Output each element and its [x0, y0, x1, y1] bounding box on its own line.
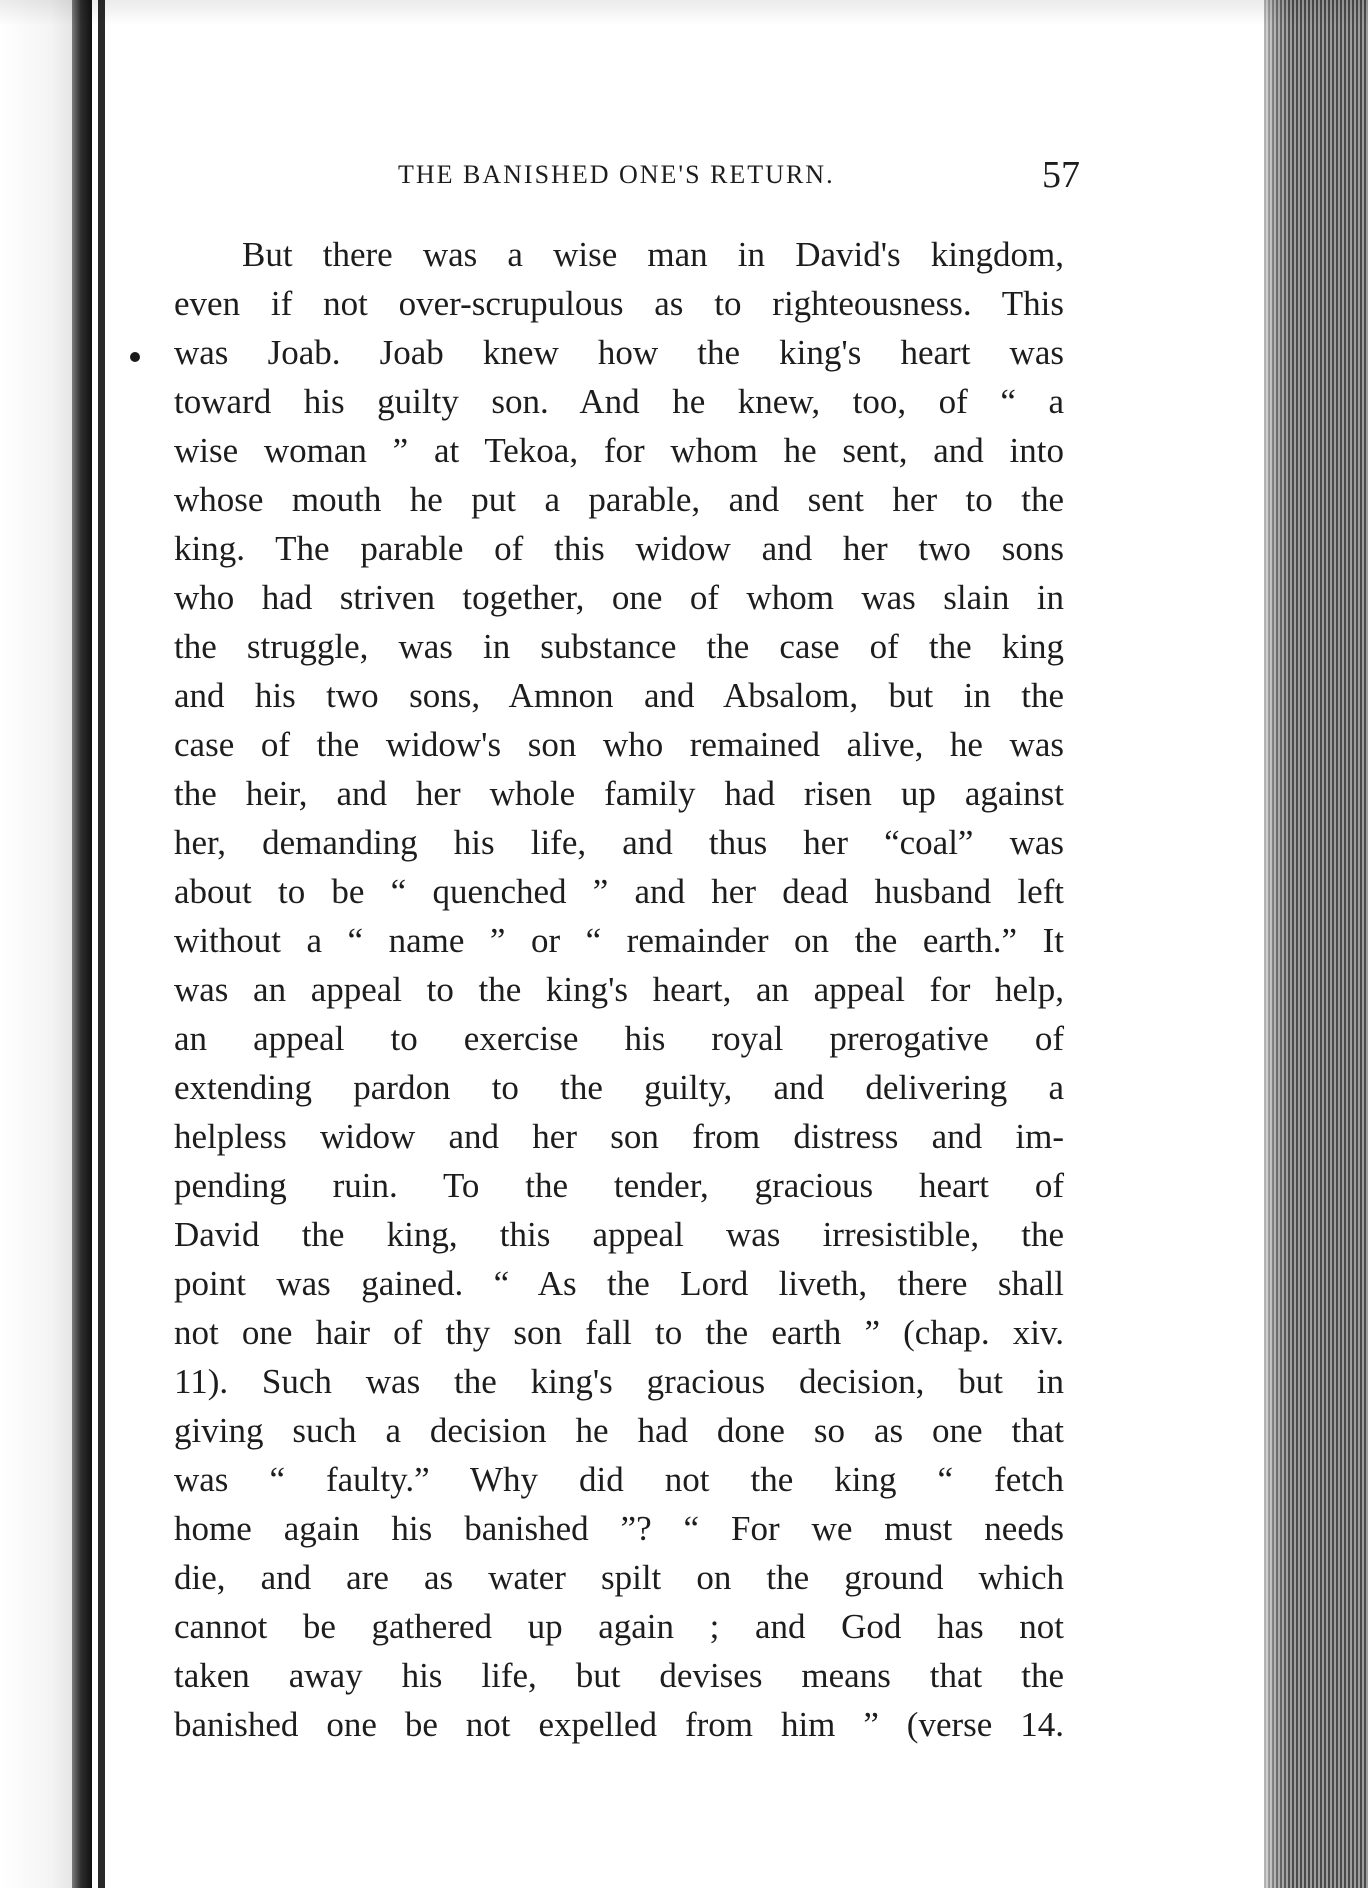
- text-line: king. The parable of this widow and her two sons: [174, 529, 1064, 568]
- text-line: toward his guilty son. And he knew, too, of “ a: [174, 382, 1064, 421]
- text-line: But there was a wise man in David's kingdom,: [242, 235, 1064, 274]
- text-line: even if not over-scrupulous as to righteousness. This: [174, 284, 1064, 323]
- page-edge-transition: [1252, 0, 1292, 1888]
- running-head: THE BANISHED ONE'S RETURN.: [398, 160, 835, 189]
- text-line: home again his banished ”? “ For we must needs: [174, 1509, 1064, 1548]
- text-line: was “ faulty.” Why did not the king “ fetch: [174, 1460, 1064, 1499]
- page-header: [398, 154, 1080, 212]
- text-line: David the king, this appeal was irresistible, the: [174, 1215, 1064, 1254]
- text-line: extending pardon to the guilty, and delivering a: [174, 1068, 1064, 1107]
- text-line: and his two sons, Amnon and Absalom, but in the: [174, 676, 1064, 715]
- text-line: die, and are as water spilt on the ground which: [174, 1558, 1064, 1597]
- text-line: pending ruin. To the tender, gracious heart of: [174, 1166, 1064, 1205]
- page-number: 57: [1042, 154, 1080, 196]
- text-line: banished one be not expelled from him ” (verse 14.: [174, 1705, 1064, 1744]
- text-line: was Joab. Joab knew how the king's heart was: [174, 333, 1064, 372]
- text-line: taken away his life, but devises means that the: [174, 1656, 1064, 1695]
- ink-speck: [130, 352, 140, 362]
- text-line: 11). Such was the king's gracious decision, but in: [174, 1362, 1064, 1401]
- text-line: helpless widow and her son from distress and im-: [174, 1117, 1064, 1156]
- text-line: an appeal to exercise his royal prerogative of: [174, 1019, 1064, 1058]
- text-line: the struggle, was in substance the case of the king: [174, 627, 1064, 666]
- text-line: her, demanding his life, and thus her “coal” was: [174, 823, 1064, 862]
- text-line: about to be “ quenched ” and her dead husband left: [174, 872, 1064, 911]
- text-line: without a “ name ” or “ remainder on the earth.” It: [174, 921, 1064, 960]
- book-gutter-line: [98, 0, 105, 1888]
- text-line: whose mouth he put a parable, and sent her to the: [174, 480, 1064, 519]
- book-gutter-shadow: [72, 0, 92, 1888]
- text-line: wise woman ” at Tekoa, for whom he sent, and into: [174, 431, 1064, 470]
- text-line: not one hair of thy son fall to the earth ” (chap. xiv.: [174, 1313, 1064, 1352]
- text-line: the heir, and her whole family had risen up against: [174, 774, 1064, 813]
- text-line: cannot be gathered up again ; and God has not: [174, 1607, 1064, 1646]
- text-line: case of the widow's son who remained alive, he was: [174, 725, 1064, 764]
- text-line: who had striven together, one of whom was slain in: [174, 578, 1064, 617]
- text-line: giving such a decision he had done so as one that: [174, 1411, 1064, 1450]
- top-scan-shadow: [0, 0, 1368, 26]
- body-text: [174, 230, 1064, 1780]
- text-line: point was gained. “ As the Lord liveth, there shall: [174, 1264, 1064, 1303]
- text-line: was an appeal to the king's heart, an appeal for help,: [174, 970, 1064, 1009]
